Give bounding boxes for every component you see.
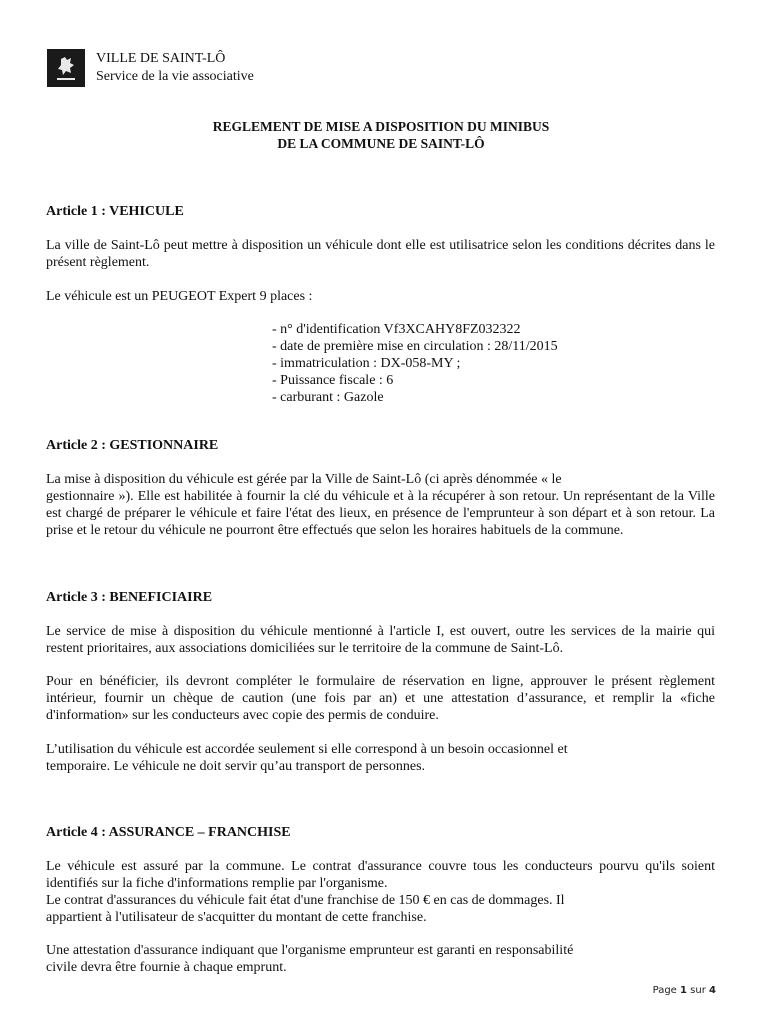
- article-3-paragraph-3-line-1: L’utilisation du véhicule est accordée seulement si elle correspond à un besoin occasionnel et: [46, 742, 568, 757]
- article-2-heading: Article 2 : GESTIONNAIRE: [46, 438, 219, 453]
- article-4-paragraph-3-line-1: Une attestation d'assurance indiquant que l'organisme emprunteur est garanti en responsabilité: [46, 943, 574, 958]
- article-3-paragraph-2: Pour en bénéficier, ils devront compléter le formulaire de réservation en ligne, approuver le présent règlement intérieur, fournir un chèque de caution (une fois par an) et une attestation d’assurance, et remplir la «fiche d'information» sur les conducteurs avec copie des permis de conduire.: [46, 674, 715, 723]
- list-item: - carburant : Gazole: [272, 390, 384, 405]
- article-1-heading: Article 1 : VEHICULE: [46, 204, 184, 219]
- article-1-paragraph-1: La ville de Saint-Lô peut mettre à disposition un véhicule dont elle est utilisatrice selon les conditions décrites dans le présent règlement.: [46, 238, 715, 270]
- article-3-paragraph-1: Le service de mise à disposition du véhicule mentionné à l'article I, est ouvert, outre les services de la mairie qui restent prioritaires, aux associations domiciliées sur le territoire de la commune de Saint-Lô.: [46, 624, 715, 656]
- saint-lo-logo-icon: [47, 49, 85, 87]
- current-page: 1: [680, 985, 687, 996]
- article-4-paragraph-3-line-2: civile devra être fournie à chaque emprunt.: [46, 960, 287, 975]
- list-item: - date de première mise en circulation : 28/11/2015: [272, 339, 558, 354]
- vehicle-specs-list: [272, 321, 558, 406]
- list-item: - immatriculation : DX-058-MY ;: [272, 356, 461, 371]
- list-item: - Puissance fiscale : 6: [272, 373, 394, 388]
- article-3-heading: Article 3 : BENEFICIAIRE: [46, 590, 213, 605]
- page-number: [653, 985, 716, 996]
- page-separator: sur: [690, 985, 706, 996]
- document-title: [46, 118, 716, 152]
- page-label: Page: [652, 985, 677, 996]
- title-line-2: DE LA COMMUNE DE SAINT-LÔ: [277, 136, 485, 151]
- article-4-heading: Article 4 : ASSURANCE – FRANCHISE: [46, 825, 291, 840]
- article-2-paragraph: gestionnaire »). Elle est habilitée à fournir la clé du véhicule et à la récupérer à son retour. Un représentant de la Ville est chargé de préparer le véhicule et faire l'état des lieux, en présence de l'emprunteur à son départ et à son retour. La prise et le retour du véhicule ne pourront être effectués que selon les horaires habituels de la commune.: [46, 489, 715, 538]
- logo-graphic: [47, 49, 85, 87]
- org-service: Service de la vie associative: [96, 69, 254, 84]
- article-3-paragraph-3-line-2: temporaire. Le véhicule ne doit servir qu’au transport de personnes.: [46, 759, 426, 774]
- article-4-paragraph-2-line-1: Le contrat d'assurances du véhicule fait état d'une franchise de 150 € en cas de dommages. Il: [46, 893, 565, 908]
- article-4-paragraph-2-line-2: appartient à l'utilisateur de s'acquitter du montant de cette franchise.: [46, 910, 427, 925]
- organization-header: [96, 50, 254, 86]
- article-2-paragraph-line-1: La mise à disposition du véhicule est gérée par la Ville de Saint-Lô (ci après dénommée « le: [46, 472, 562, 487]
- list-item: - n° d'identification Vf3XCAHY8FZ032322: [272, 322, 521, 337]
- org-name: VILLE DE SAINT-LÔ: [96, 51, 226, 66]
- total-pages: 4: [709, 985, 716, 996]
- title-line-1: REGLEMENT DE MISE A DISPOSITION DU MINIBUS: [212, 119, 550, 134]
- article-1-paragraph-2: Le véhicule est un PEUGEOT Expert 9 places :: [46, 289, 313, 304]
- article-4-paragraph-1: Le véhicule est assuré par la commune. Le contrat d'assurance couvre tous les conducteurs pourvu qu'ils soient identifiés sur la fiche d'informations remplie par l'organisme.: [46, 859, 715, 891]
